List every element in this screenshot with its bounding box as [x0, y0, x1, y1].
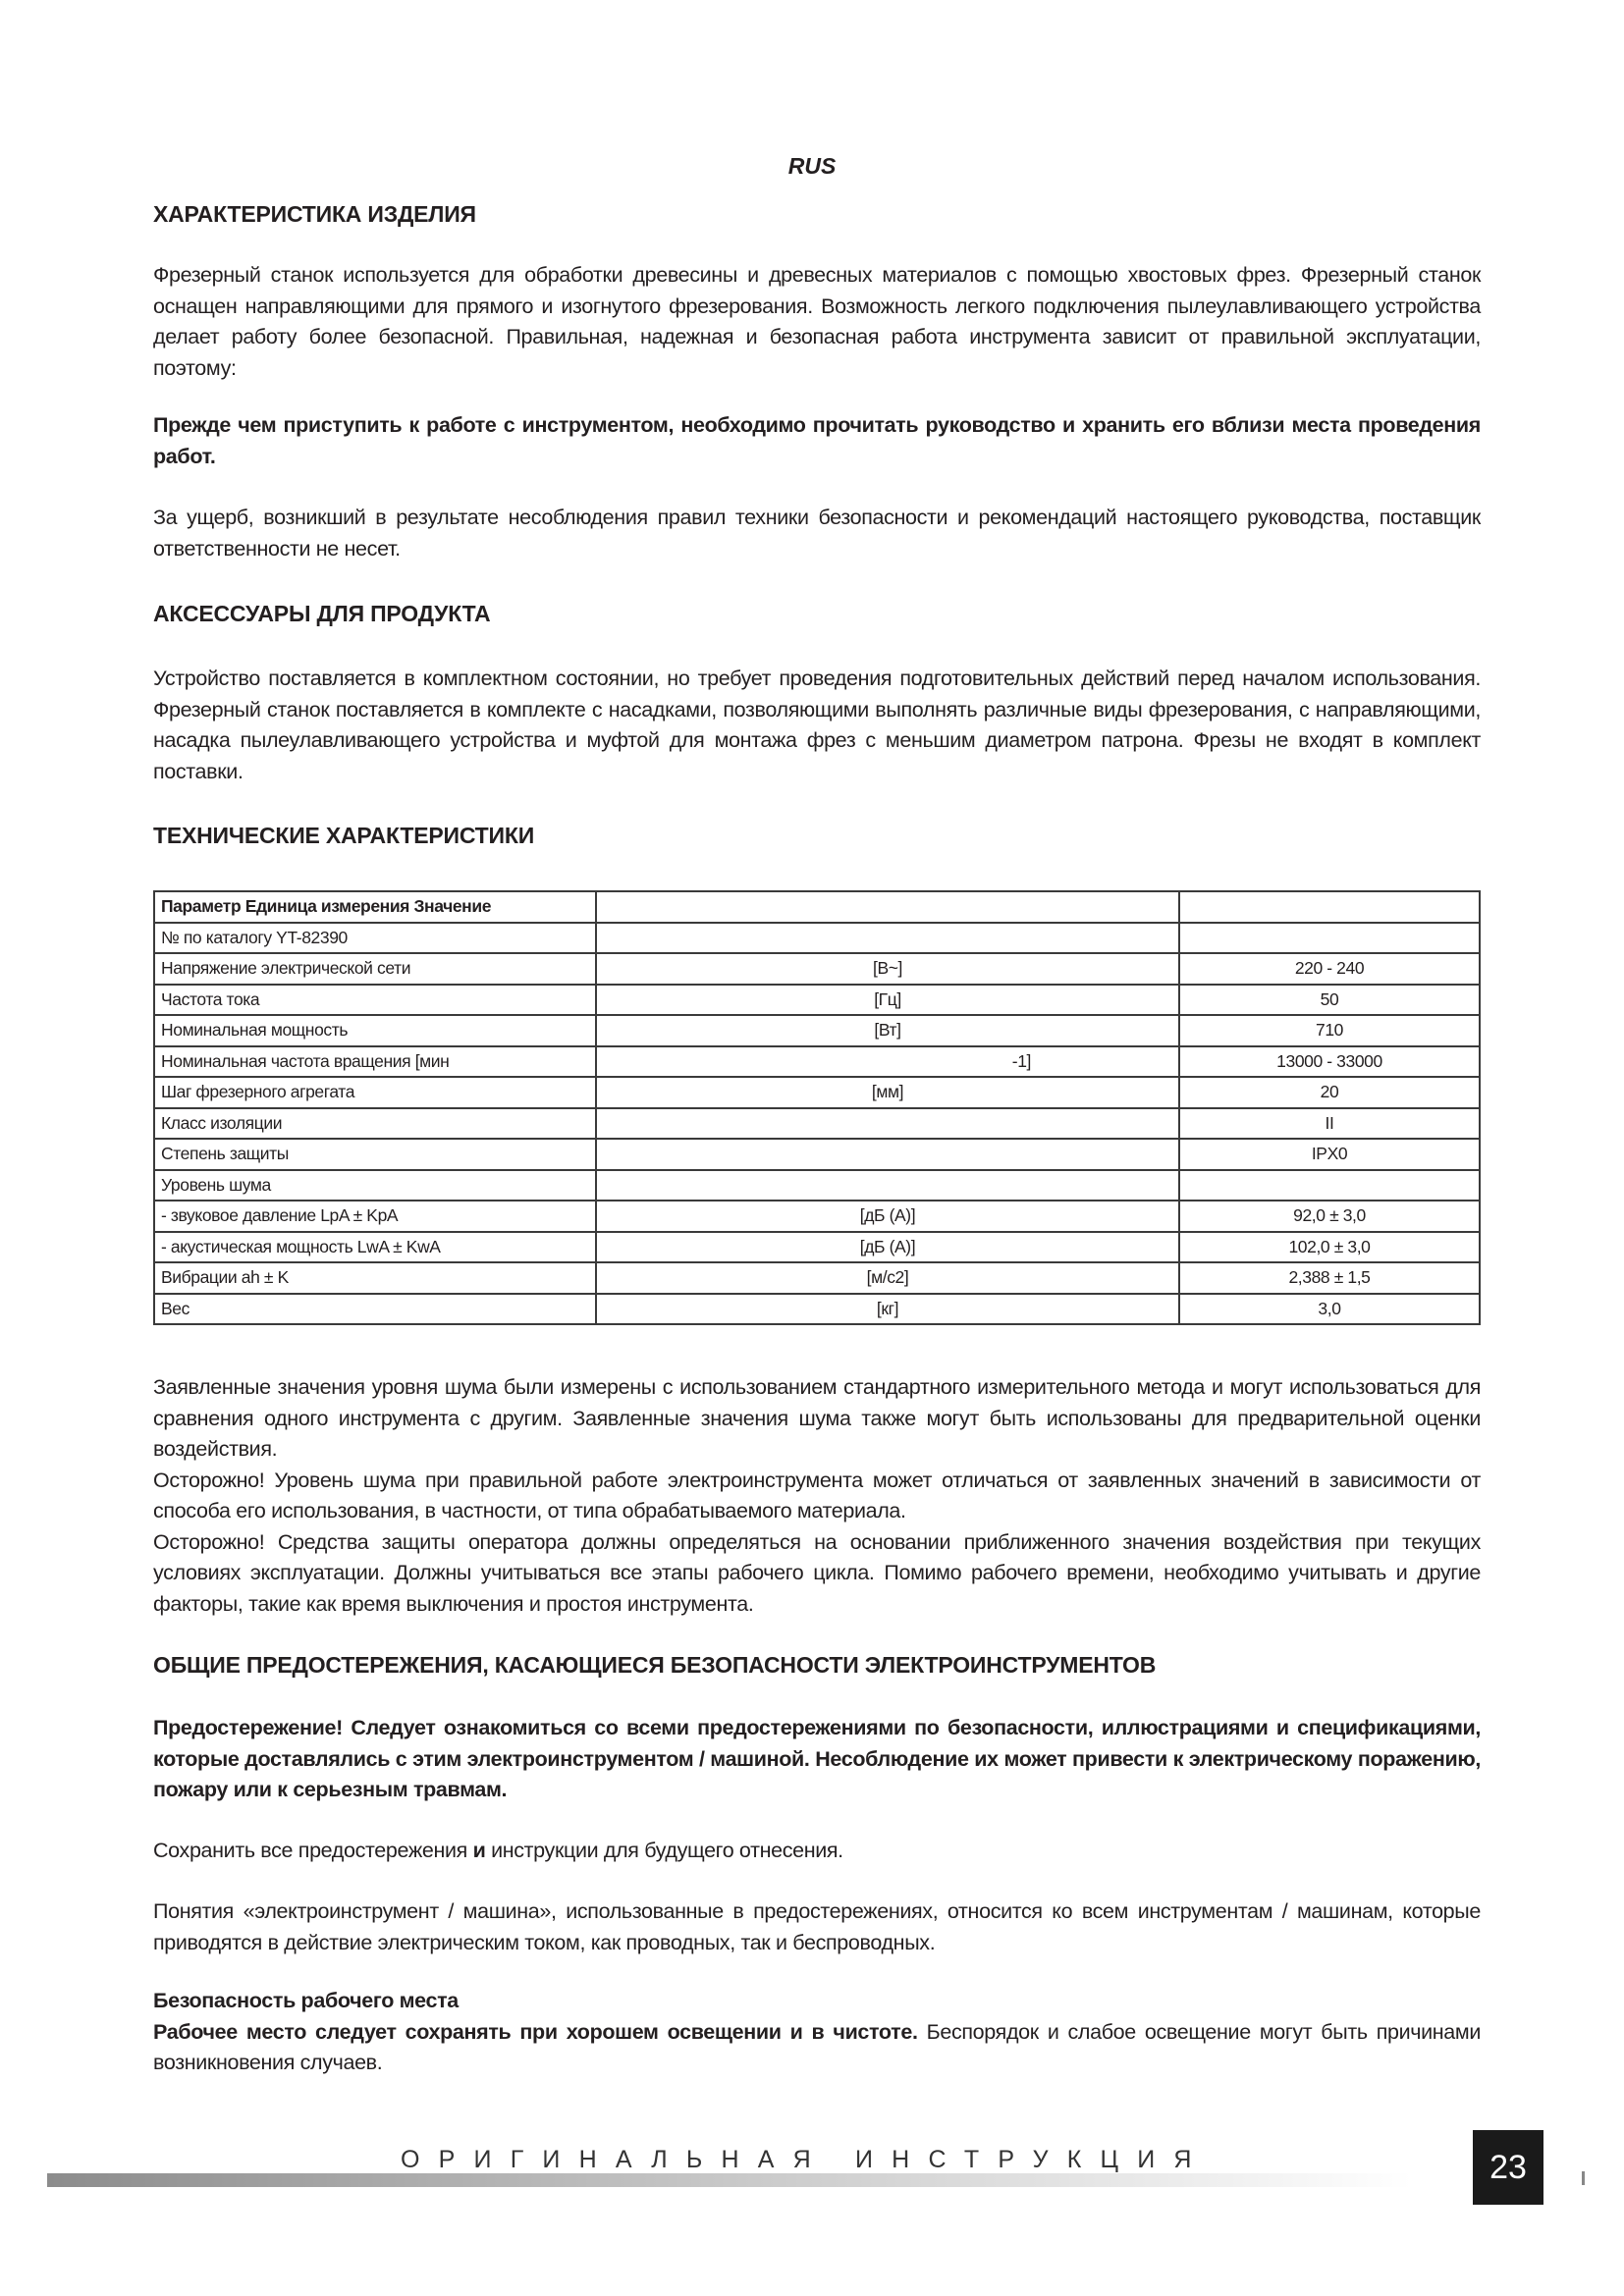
table-row: - акустическая мощность LwA ± KwA [дБ (A)] 102,0 ± 3,0	[154, 1232, 1480, 1263]
table-row: Вес [кг] 3,0	[154, 1294, 1480, 1325]
bold-paragraph: Прежде чем приступить к работе с инструментом, необходимо прочитать руководство и хранить его вблизи места проведения работ.	[153, 413, 1481, 468]
table-row: Шаг фрезерного агрегата [мм] 20	[154, 1077, 1480, 1108]
paragraph: Рабочее место следует сохранять при хорошем освещении и в чистоте. Беспорядок и слабое освещение могут быть причинами возникновения случаев.	[153, 2019, 1482, 2074]
noise-notes	[153, 1372, 1481, 1620]
section-product-description	[153, 199, 1481, 564]
section-heading: ТЕХНИЧЕСКИЕ ХАРАКТЕРИСТИКИ	[153, 823, 535, 848]
section-heading: ОБЩИЕ ПРЕДОСТЕРЕЖЕНИЯ, КАСАЮЩИЕСЯ БЕЗОПАСНОСТИ ЭЛЕКТРОИНСТРУМЕНТОВ	[153, 1652, 1157, 1678]
table-row: Частота тока [Гц] 50	[154, 985, 1480, 1016]
paragraph: Сохранить все предостережения и инструкции для будущего отнесения.	[153, 1838, 843, 1862]
footer-bar	[47, 2173, 1412, 2187]
section-heading: ХАРАКТЕРИСТИКА ИЗДЕЛИЯ	[153, 201, 476, 227]
paragraph: Осторожно! Уровень шума при правильной работе электроинструмента может отличаться от заявленных значений в зависимости от способа его использования, в частности, от типа обрабатываемого материала.	[153, 1468, 1481, 1522]
table-row: Степень защиты IPX0	[154, 1139, 1480, 1170]
table-row: Класс изоляции II	[154, 1108, 1480, 1140]
paragraph: Фрезерный станок используется для обработки древесины и древесных материалов с помощью хвостовых фрез. Фрезерный станок оснащен направляющими для прямого и изогнутого фрезерования. Возможность легкого подключения пылеулавливающего устройства делает работу более безопасной. Правильная, надежная и безопасная работа инструмента зависит от правильной эксплуатации, поэтому:	[153, 263, 1481, 380]
edge-mark	[1582, 2171, 1585, 2185]
table-row: Номинальная частота вращения [мин -1] 13000 - 33000	[154, 1046, 1480, 1078]
table-header-row	[154, 891, 1480, 923]
paragraph: Заявленные значения уровня шума были измерены с использованием стандартного измерительного метода и могут использоваться для сравнения одного инструмента с другим. Заявленные значения шума также могут быть использованы для предварительной оценки воздействия.	[153, 1375, 1481, 1461]
table-row: Уровень шума	[154, 1170, 1480, 1201]
paragraph: Осторожно! Средства защиты оператора должны определяться на основании приближенного значения воздействия при текущих условиях эксплуатации. Должны учитываться все этапы рабочего цикла. Помимо рабочего времени, необходимо учитывать и другие факторы, такие как время выключения и простоя инструмента.	[153, 1529, 1481, 1616]
table-row: Напряжение электрической сети [В~] 220 - 240	[154, 953, 1480, 985]
subheading: Безопасность рабочего места	[153, 1989, 459, 2012]
section-specs	[153, 821, 1481, 850]
table-row: Вибрации ah ± K [м/с2] 2,388 ± 1,5	[154, 1262, 1480, 1294]
page-number: 23	[1473, 2130, 1543, 2205]
paragraph: За ущерб, возникший в результате несоблюдения правил техники безопасности и рекомендаций настоящего руководства, поставщик ответственности не несет.	[153, 506, 1481, 561]
section-heading: АКСЕССУАРЫ ДЛЯ ПРОДУКТА	[153, 601, 491, 626]
section-general-warnings	[153, 1650, 1481, 2079]
specs-table	[153, 890, 1481, 1325]
table-row: Номинальная мощность [Вт] 710	[154, 1015, 1480, 1046]
footer-text: ОРИГИНАЛЬНАЯ ИНСТРУКЦИЯ	[401, 2146, 1211, 2173]
section-accessories	[153, 599, 1481, 787]
language-label: RUS	[787, 153, 837, 179]
table-row: № по каталогу YT-82390	[154, 923, 1480, 954]
paragraph: Понятия «электроинструмент / машина», использованные в предостережениях, относится ко всем инструментам / машинам, которые приводятся в действие электрическим током, как проводных, так и беспроводных.	[153, 1899, 1481, 1954]
paragraph: Устройство поставляется в комплектном состоянии, но требует проведения подготовительных действий перед началом использования. Фрезерный станок поставляется в комплекте с насадками, позволяющими выполнять различные виды фрезерования, с направляющими, насадка пылеулавливающего устройства и муфтой для монтажа фрез с меньшим диаметром патрона. Фрезы не входят в комплект поставки.	[153, 667, 1481, 783]
warning-paragraph: Предостережение! Следует ознакомиться со всеми предостережениями по безопасности, иллюстрациями и спецификациями, которые доставлялись с этим электроинструментом / машиной. Несоблюдение их может привести к электрическому поражению, пожару или к серьезным травмам.	[153, 1716, 1481, 1801]
header-cell: Параметр Единица измерения Значение	[154, 891, 596, 923]
table-row: - звуковое давление LpA ± KpA [дБ (A)] 92,0 ± 3,0	[154, 1201, 1480, 1232]
